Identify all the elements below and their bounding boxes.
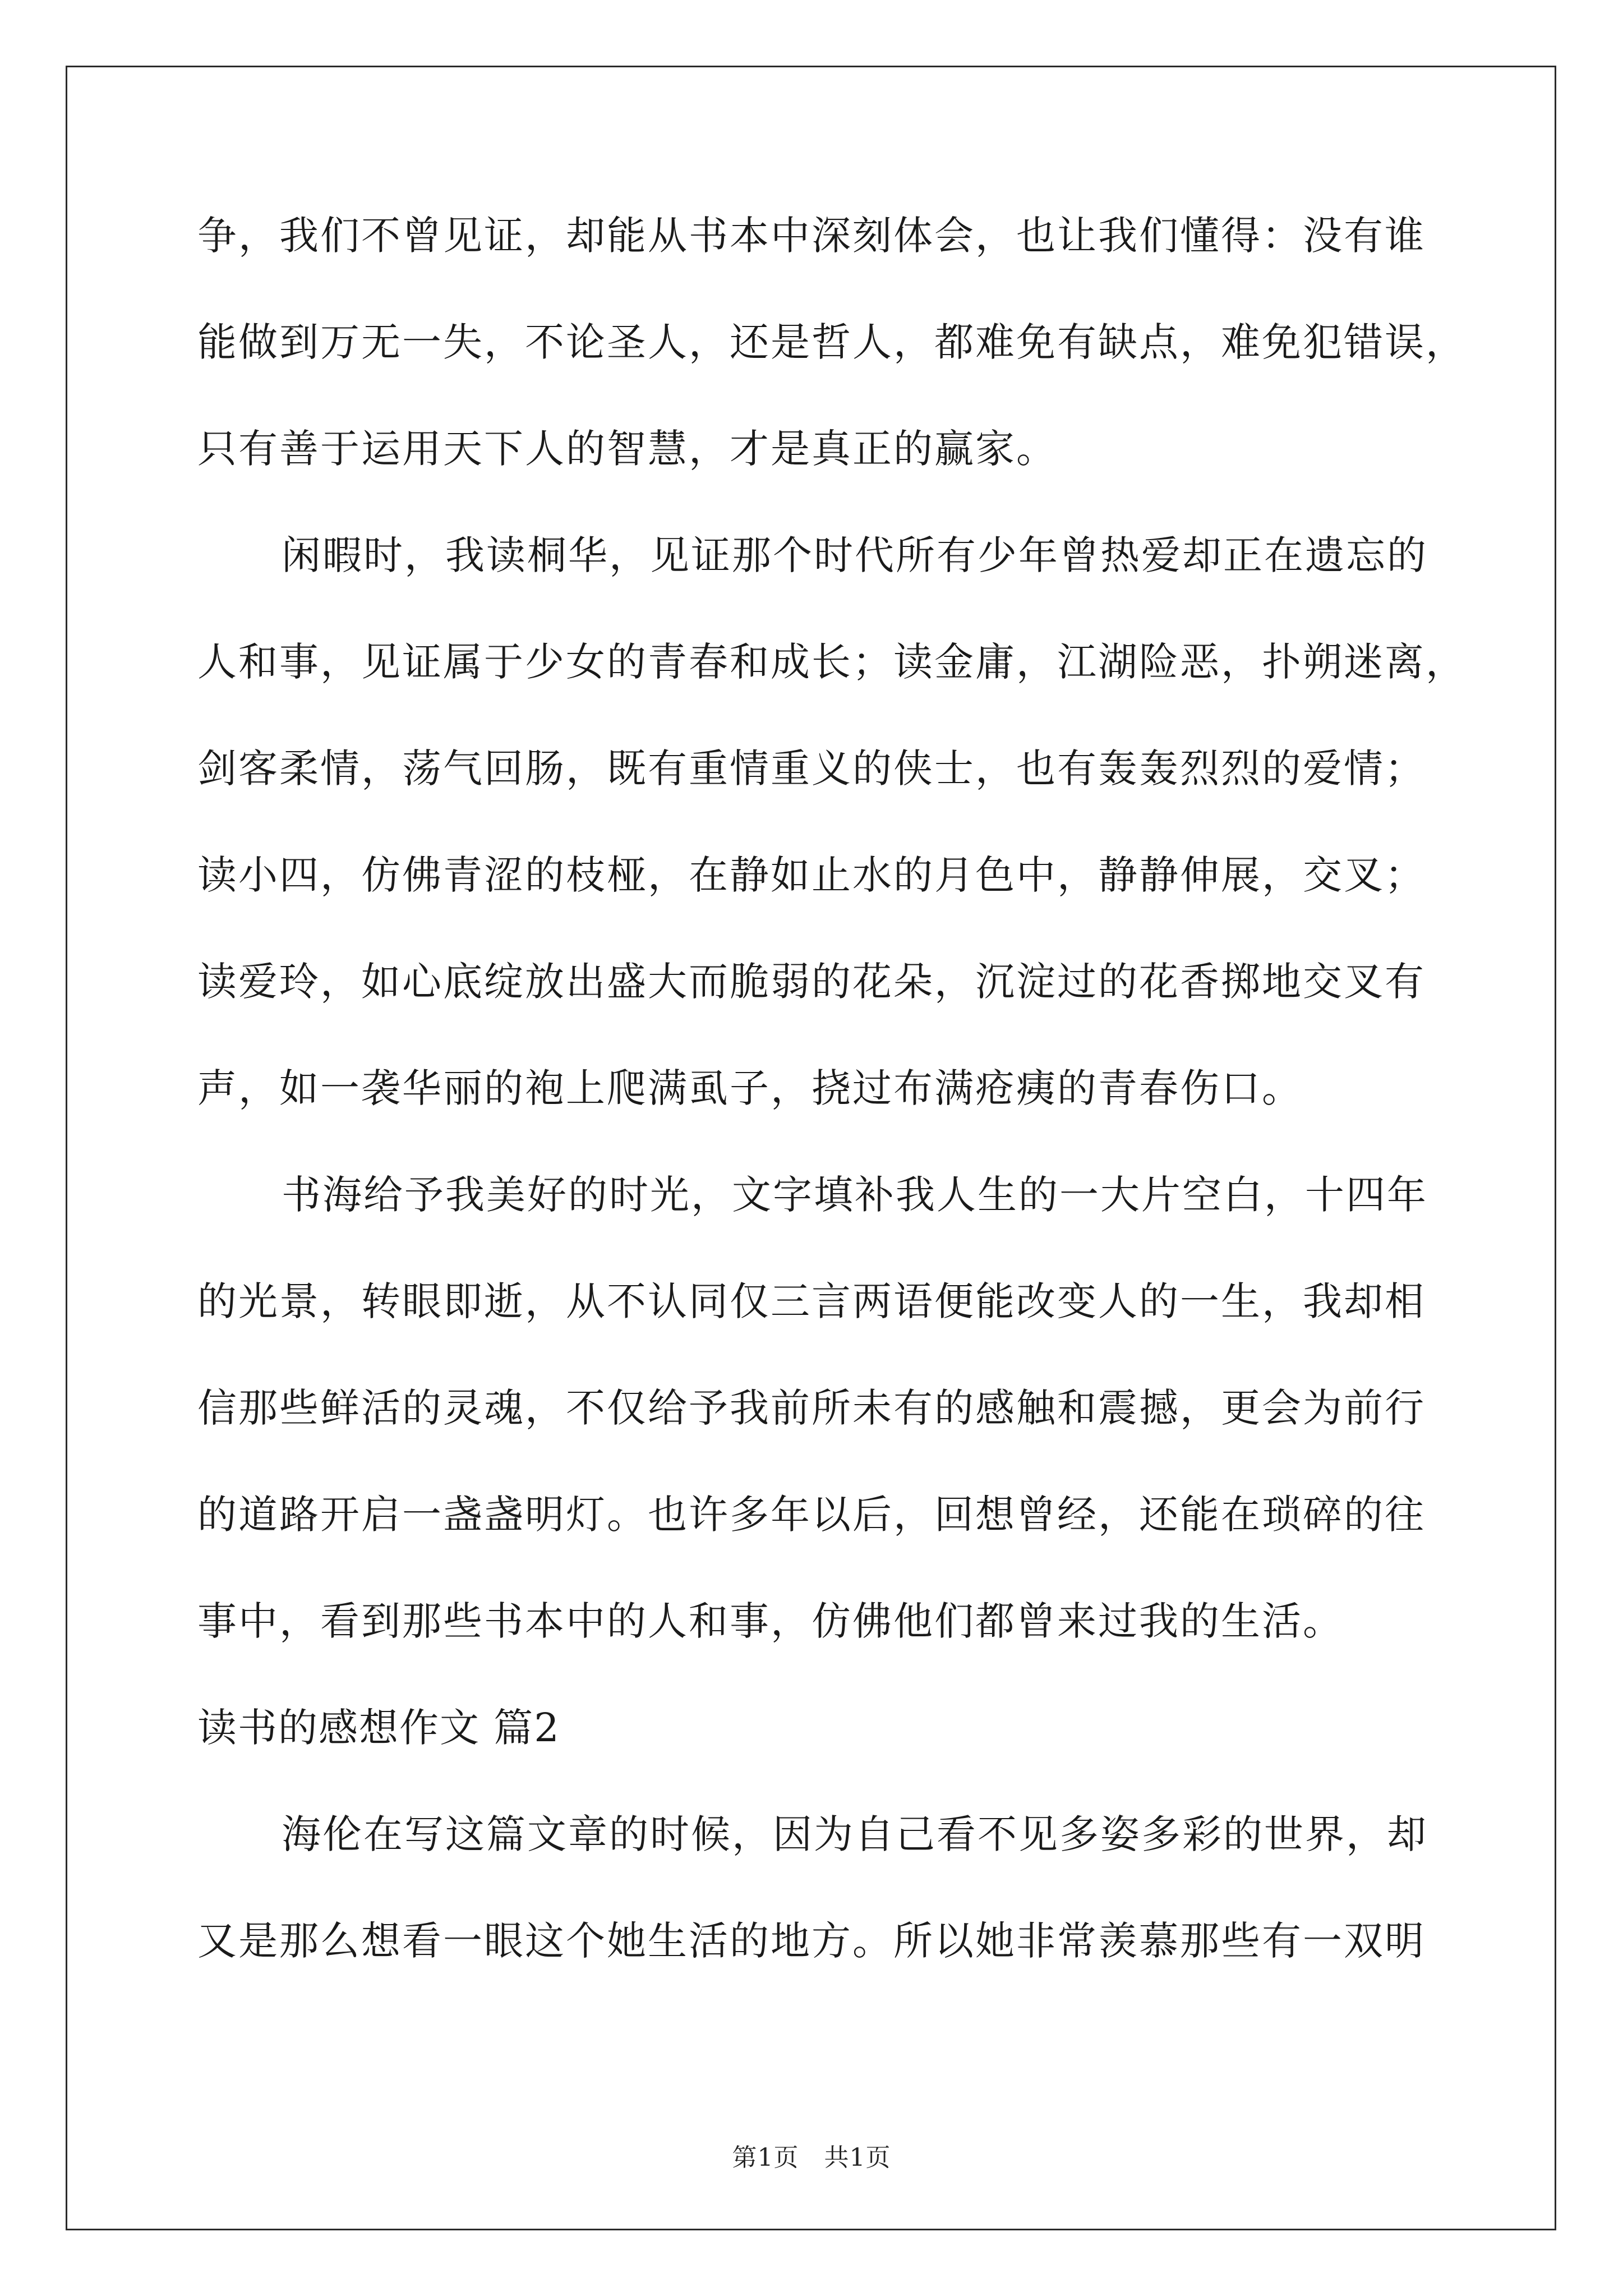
text-line: 读爱玲，如心底绽放出盛大而脆弱的花朵，沉淀过的花香掷地交叉有 <box>197 959 1426 1005</box>
text-line: 人和事，见证属于少女的青春和成长；读金庸，江湖险恶，扑朔迷离， <box>197 639 1467 685</box>
text-line: 剑客柔情，荡气回肠，既有重情重义的侠士，也有轰轰烈烈的爱情； <box>197 746 1426 792</box>
text-line: 读小四，仿佛青涩的枝桠，在静如止水的月色中，静静伸展，交叉； <box>197 852 1426 898</box>
text-line: 事中，看到那些书本中的人和事，仿佛他们都曾来过我的生活。 <box>197 1598 1344 1644</box>
text-line: 只有善于运用天下人的智慧，才是真正的赢家。 <box>197 426 1057 472</box>
page-footer: 第1页 共1页 <box>732 2143 891 2172</box>
document-body <box>197 208 1467 2019</box>
text-line: 争，我们不曾见证，却能从书本中深刻体会，也让我们懂得：没有谁 <box>197 213 1426 259</box>
text-line: 的道路开启一盏盏明灯。也许多年以后，回想曾经，还能在琐碎的往 <box>197 1492 1426 1538</box>
section-heading: 读书的感想作文 篇2 <box>197 1705 560 1751</box>
text-line: 又是那么想看一眼这个她生活的地方。所以她非常羡慕那些有一双明 <box>197 1918 1426 1964</box>
text-line: 信那些鲜活的灵魂，不仅给予我前所未有的感触和震撼，更会为前行 <box>197 1385 1426 1431</box>
paragraph-start-line: 书海给予我美好的时光，文字填补我人生的一大片空白，十四年 <box>282 1172 1428 1218</box>
text-line: 能做到万无一失，不论圣人，还是哲人，都难免有缺点，难免犯错误， <box>197 319 1467 365</box>
text-line: 声，如一袭华丽的袍上爬满虱子，挠过布满疮痍的青春伤口。 <box>197 1065 1303 1111</box>
text-line: 的光景，转眼即逝，从不认同仅三言两语便能改变人的一生，我却相 <box>197 1278 1426 1324</box>
paragraph-start-line: 闲暇时，我读桐华，见证那个时代所有少年曾热爱却正在遗忘的 <box>282 532 1428 578</box>
paragraph-start-line: 海伦在写这篇文章的时候，因为自己看不见多姿多彩的世界，却 <box>282 1811 1428 1857</box>
